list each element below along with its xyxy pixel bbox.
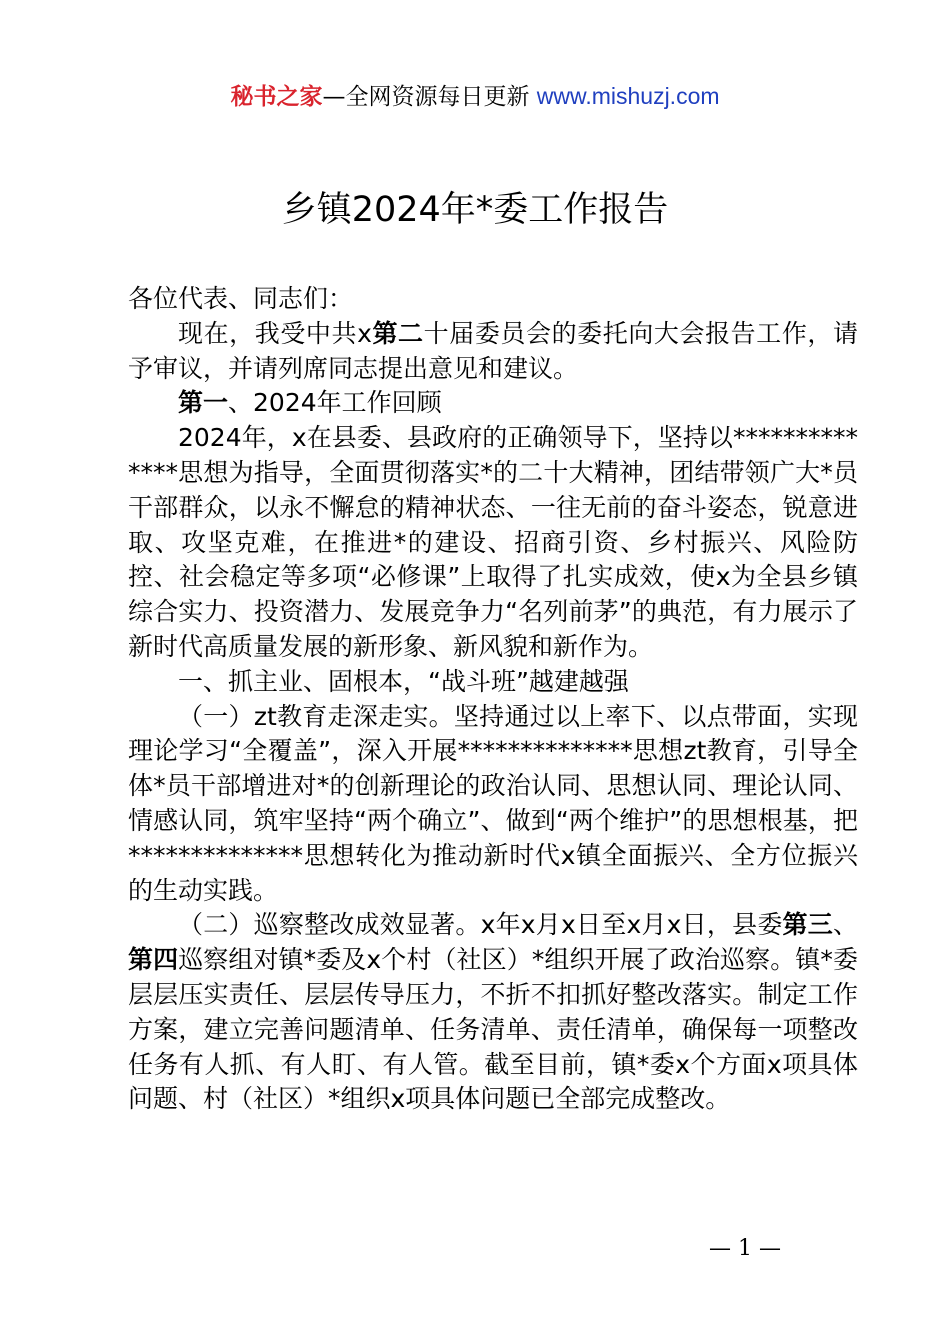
text-run: 现在，我受中共x <box>178 318 372 348</box>
document-title: 乡镇2024年*委工作报告 <box>281 190 669 230</box>
site-header <box>0 80 950 113</box>
text-run: 十届委员会的委托向大会报告工作，请予审议，并请列席同志提出意见和建议。 <box>128 318 858 383</box>
bold-run: 第四 <box>128 945 179 975</box>
salutation: 各位代表、同志们： <box>128 284 354 313</box>
brand-name: 秘书之家 <box>230 84 323 110</box>
header-slogan: —全网资源每日更新 <box>322 84 537 110</box>
text-run: 、 <box>832 910 858 940</box>
paragraph-inspection <box>128 908 858 1117</box>
document-body <box>128 282 858 1117</box>
paragraph-review: 2024年，x在县委、县政府的正确领导下，坚持以**************思想为指导，全面贯彻落实*的二十大精神，团结带领广大*员干部群众，以永不懈怠的精神状态、一往无前的奋斗姿态，锐意进取、攻坚克难，在推进*的建设、招商引资、乡村振兴、风险防控、社会稳定等多项“必修课”上取得了扎实成效，使x为全县乡镇综合实力、投资潜力、发展竞争力“名列前茅”的典范，有力展示了新时代高质量发展的新形象、新风貌和新作为。 <box>128 423 858 661</box>
text-run: （二）巡察整改成效显著。x年x月x日至x月x日，县委 <box>178 910 783 940</box>
bold-run: 第三 <box>782 910 833 940</box>
subheading-1: 一、抓主业、固根本，“战斗班”越建越强 <box>178 666 629 696</box>
bold-run: 第二 <box>371 318 424 348</box>
text-run: 巡察组对镇*委及x个村（社区）*组织开展了政治巡察。镇*委层层压实责任、层层传导压力，不折不扣抓好整改落实。制定工作方案，建立完善问题清单、任务清单、责任清单，确保每一项整改任务有人抓、有人盯、有人管。截至目前，镇*委x个方面x项具体问题、村（社区）*组织x项具体问题已全部完成整改。 <box>128 945 858 1114</box>
paragraph-education: （一）zt教育走深走实。坚持通过以上率下、以点带面，实现理论学习“全覆盖”，深入开展**************思想zt教育，引导全体*员干部增进对*的创新理论的政治认同、思想认同、理论认同、情感认同，筑牢坚持“两个确立”、做到“两个维护”的思想根基，把**************思想转化为推动新时代x镇全面振兴、全方位振兴的生动实践。 <box>128 701 858 905</box>
section-heading-1 <box>128 386 858 421</box>
text-run: 、2024年工作回顾 <box>228 388 442 418</box>
paragraph-intro <box>128 317 858 387</box>
bold-run: 第一 <box>178 388 229 418</box>
page-number: — 1 — <box>709 1236 781 1261</box>
site-url-link[interactable]: www.mishuzj.com <box>536 83 720 109</box>
